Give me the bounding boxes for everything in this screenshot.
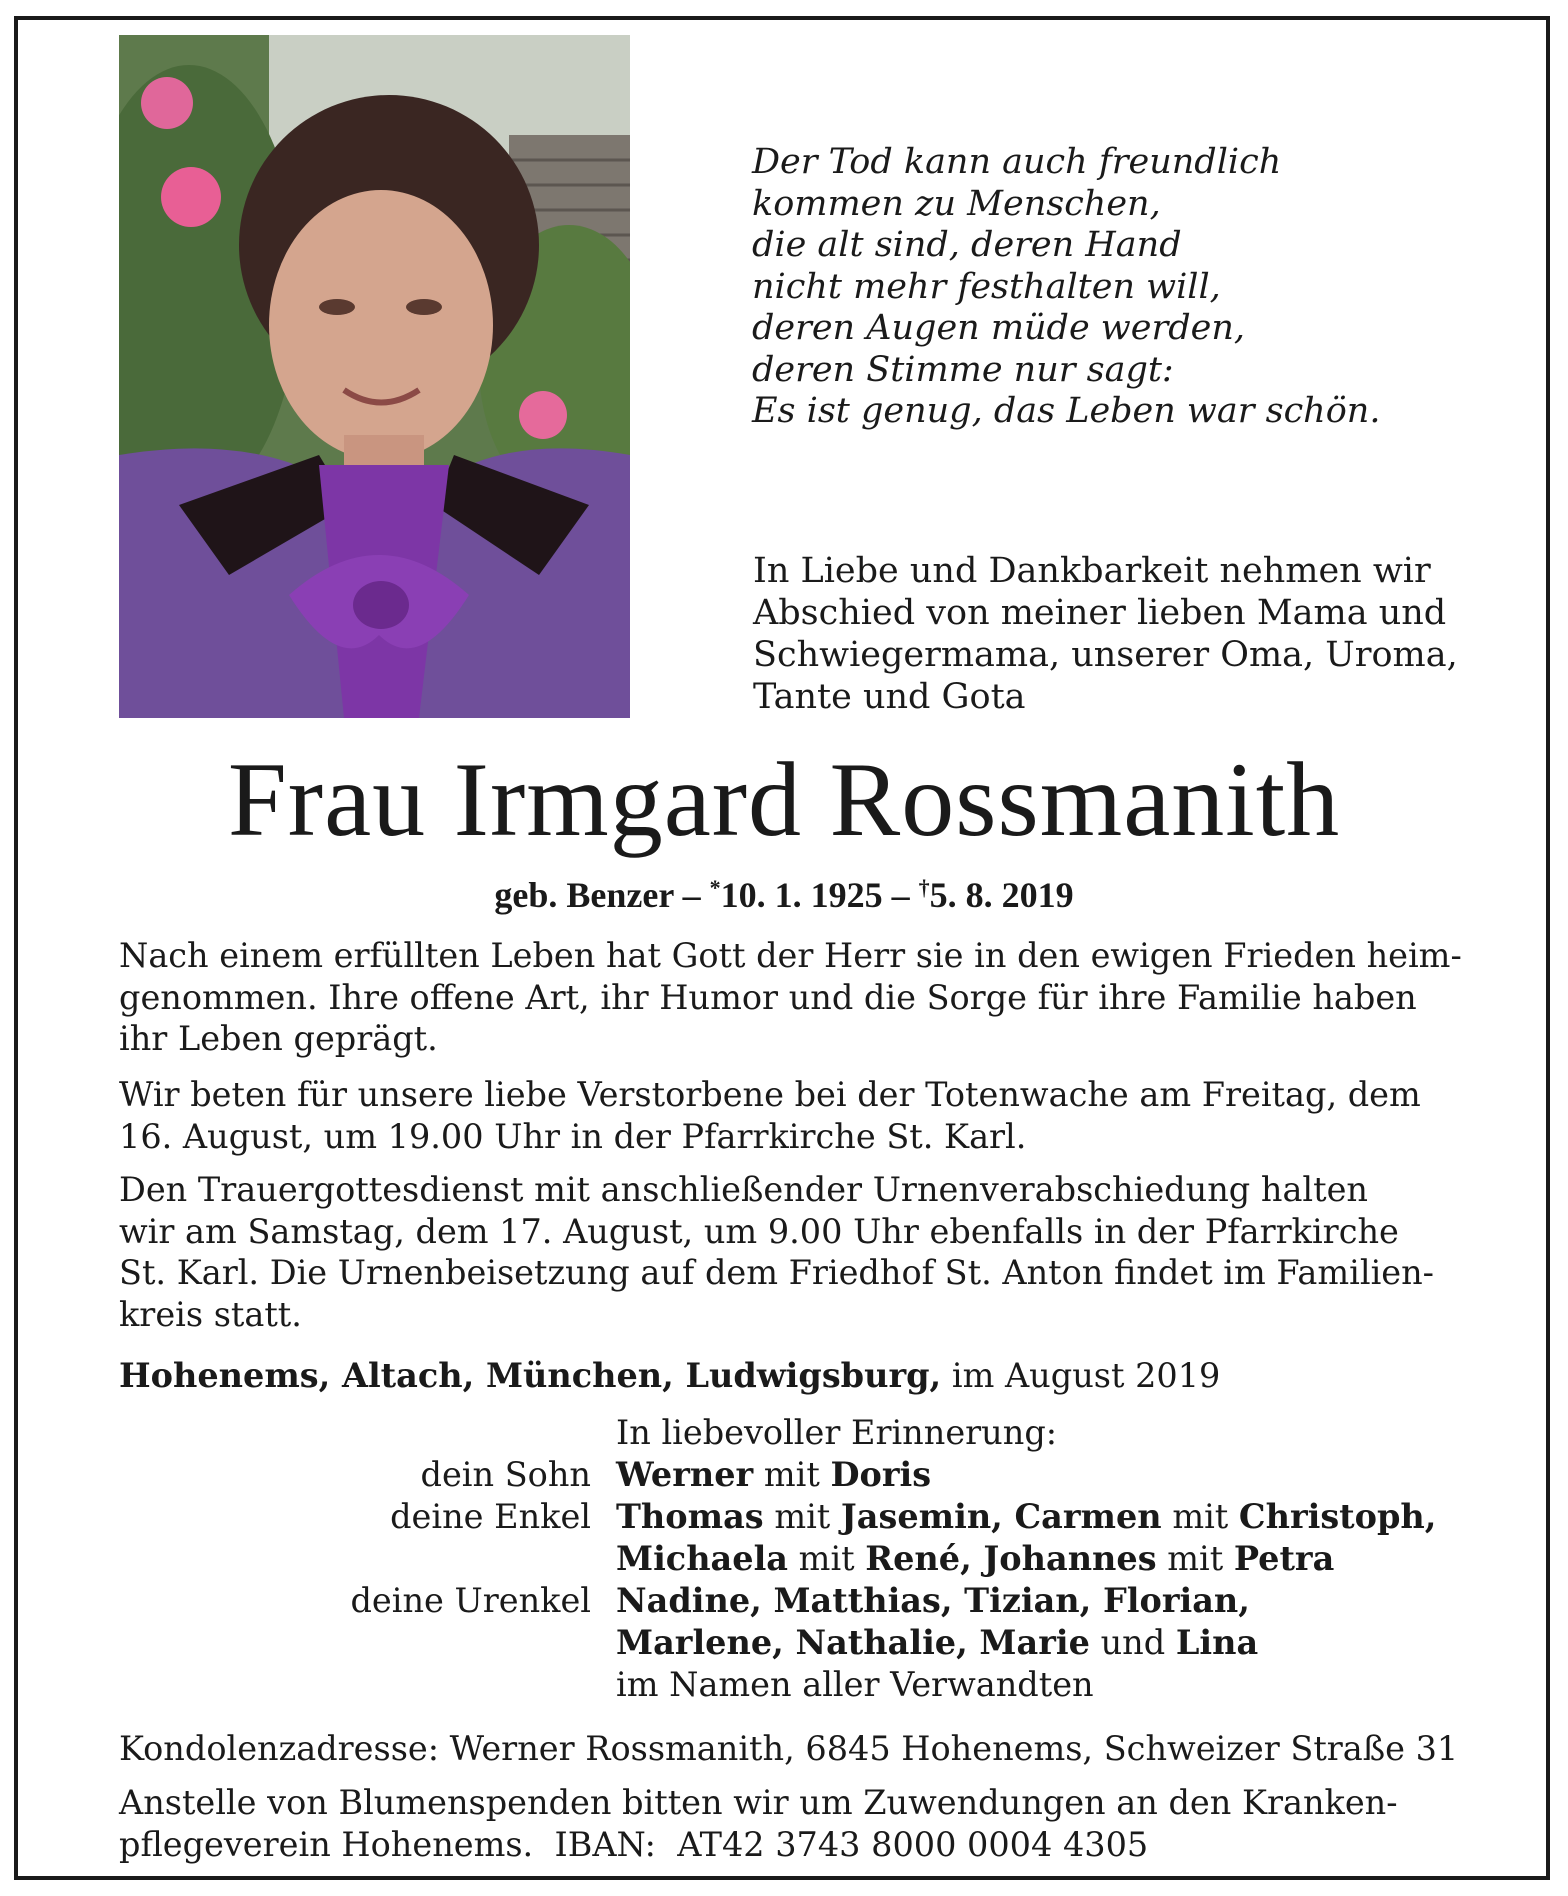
poem-line: nicht mehr festhalten will, bbox=[752, 266, 1221, 307]
member-name: Marlene, Nathalie, Marie bbox=[616, 1623, 1090, 1662]
member-name: Thomas bbox=[616, 1497, 764, 1536]
deceased-name: Frau Irmgard Rossmanith bbox=[227, 741, 1341, 858]
poem-line: die alt sind, deren Hand bbox=[752, 225, 1182, 265]
family-row-grandchildren-2 bbox=[0, 1538, 1568, 1580]
member-name: Werner bbox=[616, 1455, 754, 1494]
birth-star-icon: * bbox=[709, 875, 721, 900]
member-name: Christoph, bbox=[1238, 1497, 1437, 1536]
member-name: Doris bbox=[830, 1455, 932, 1494]
conjunction: mit bbox=[1167, 1539, 1224, 1578]
member-name: Nadine, Matthias, Tizian, Florian, bbox=[616, 1581, 1250, 1620]
conjunction: mit bbox=[1172, 1497, 1229, 1536]
paragraph-line: Nach einem erfüllten Leben hat Gott der Herr sie in den ewigen Frieden heim- bbox=[119, 936, 1462, 975]
paragraph-line: wir am Samstag, dem 17. August, um 9.00 Uhr ebenfalls in der Pfarrkirche bbox=[119, 1211, 1399, 1251]
member-name: Lina bbox=[1175, 1623, 1259, 1662]
dash: – bbox=[682, 875, 701, 915]
paragraph-line: genommen. Ihre offene Art, ihr Humor und die Sorge für ihre Familie haben bbox=[119, 977, 1417, 1017]
paragraph-life bbox=[119, 935, 1462, 1060]
farewell-line: Abschied von meiner lieben Mama und bbox=[753, 593, 1447, 633]
conjunction: und bbox=[1100, 1623, 1166, 1662]
paragraph-line: 16. August, um 19.00 Uhr in der Pfarrkirche St. Karl. bbox=[119, 1116, 1027, 1156]
paragraph-service bbox=[119, 1169, 1449, 1335]
relation-label: deine Enkel bbox=[390, 1497, 591, 1536]
conjunction: mit bbox=[774, 1497, 831, 1536]
family-row-son bbox=[0, 1454, 1568, 1496]
poem-line: Der Tod kann auch freundlich bbox=[752, 142, 1282, 182]
donation-line: pflegeverein Hohenems. IBAN: AT42 3743 8000 0004 4305 bbox=[119, 1825, 1149, 1864]
paragraph-line: St. Karl. Die Urnenbeisetzung auf dem Friedhof St. Anton findet im Familien- bbox=[119, 1253, 1435, 1292]
paragraph-wake bbox=[119, 1074, 1449, 1157]
member-name: Michaela bbox=[616, 1539, 789, 1578]
place-date-line bbox=[119, 1355, 1449, 1397]
farewell-line: Schwiegermama, unserer Oma, Uroma, bbox=[753, 635, 1458, 675]
paragraph-line: ihr Leben geprägt. bbox=[119, 1019, 438, 1058]
birth-name: geb. Benzer bbox=[494, 875, 674, 915]
places: Hohenems, Altach, München, Ludwigsburg, bbox=[119, 1356, 942, 1395]
member-name: René, Johannes bbox=[865, 1539, 1157, 1578]
life-dates bbox=[0, 866, 1568, 917]
family-row-great-grandchildren bbox=[0, 1580, 1568, 1622]
poem-line: Es ist genug, das Leben war schön. bbox=[752, 391, 1381, 431]
farewell-line: Tante und Gota bbox=[753, 677, 1026, 717]
death-date: 5. 8. 2019 bbox=[929, 875, 1074, 915]
farewell-text bbox=[753, 550, 1458, 718]
condolence-address: Kondolenzadresse: Werner Rossmanith, 6845 Hohenems, Schweizer Straße 31 bbox=[119, 1729, 1459, 1768]
relation-label: dein Sohn bbox=[420, 1455, 591, 1494]
portrait-photo bbox=[119, 35, 630, 718]
relation-label: deine Urenkel bbox=[350, 1581, 591, 1620]
family-list bbox=[0, 1412, 1568, 1706]
family-row-grandchildren bbox=[0, 1496, 1568, 1538]
conjunction: mit bbox=[798, 1539, 855, 1578]
notice-date: im August 2019 bbox=[951, 1356, 1221, 1395]
donation-note bbox=[119, 1782, 1398, 1866]
death-cross-icon: † bbox=[918, 875, 930, 900]
paragraph-line: Wir beten für unsere liebe Verstorbene bei der Totenwache am Freitag, dem bbox=[119, 1075, 1421, 1114]
family-row-great-grandchildren-2 bbox=[0, 1622, 1568, 1664]
conjunction: mit bbox=[763, 1455, 820, 1494]
family-intro: In liebevoller Erinnerung: bbox=[616, 1413, 1058, 1452]
relatives-line: im Namen aller Verwandten bbox=[616, 1665, 1094, 1704]
poem-line: kommen zu Menschen, bbox=[752, 183, 1161, 224]
paragraph-line: kreis statt. bbox=[119, 1294, 302, 1334]
dash: – bbox=[891, 875, 910, 915]
poem-line: deren Stimme nur sagt: bbox=[752, 349, 1174, 390]
poem-line: deren Augen müde werden, bbox=[752, 308, 1245, 348]
poem bbox=[752, 142, 1492, 433]
donation-line: Anstelle von Blumenspenden bitten wir um Zuwendungen an den Kranken- bbox=[119, 1783, 1398, 1822]
member-name: Jasemin, Carmen bbox=[840, 1497, 1162, 1536]
paragraph-line: Den Trauergottesdienst mit anschließender Urnenverabschiedung halten bbox=[119, 1170, 1368, 1209]
birth-date: 10. 1. 1925 bbox=[720, 875, 883, 915]
farewell-line: In Liebe und Dankbarkeit nehmen wir bbox=[753, 551, 1431, 591]
member-name: Petra bbox=[1233, 1539, 1335, 1578]
